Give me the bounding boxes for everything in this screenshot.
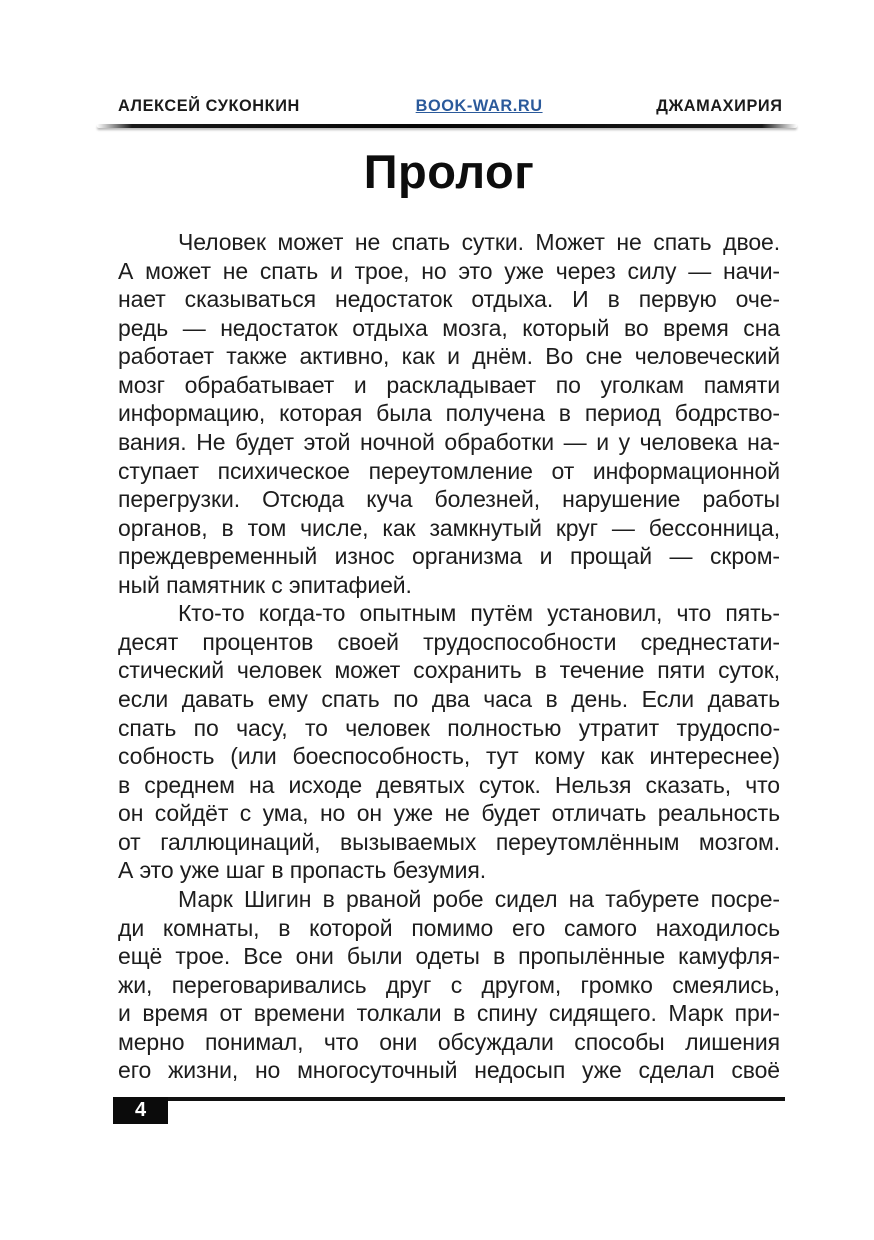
chapter-title: Пролог [363,145,535,198]
body-line: ещё трое. Все они были одеты в пропылённые камуфля- [118,943,780,970]
body-line: мерно понимал, что они обсуждали способы лишения [118,1028,780,1055]
body-line: стический человек может сохранить в течение пяти суток, [118,657,780,684]
body-line: ступает психическое переутомление от информационной [118,457,780,484]
body-line: работает также активно, как и днём. Во сне человеческий [118,343,780,370]
body-line: десят процентов своей трудоспособности среднестати- [118,628,780,655]
page-number-badge: 4 [113,1097,168,1124]
body-line: органов, в том числе, как замкнутый круг — бессонница, [118,514,780,541]
body-line: Марк Шигин в рваной робе сидел на табурете посре- [178,885,780,912]
body-line: собность (или боеспособность, тут кому как интереснее) [118,743,780,770]
running-head-author: АЛЕКСЕЙ СУКОНКИН [118,96,300,115]
body-line: если давать ему спать по два часа в день. Если давать [118,686,780,712]
body-line: ный памятник с эпитафией. [118,571,412,598]
body-line: нает сказываться недостаток отдыха. И в первую оче- [118,286,780,313]
site-link[interactable]: BOOK-WAR.RU [415,96,543,115]
body-line: спать по часу, то человек полностью утратит трудоспо- [118,714,780,741]
body-line: А может не спать и трое, но это уже через силу — начи- [118,257,780,284]
body-line: преждевременный износ организма и прощай — скром- [118,543,780,570]
body-line: Кто-то когда-то опытным путём установил, что пять- [178,600,780,627]
body-line: вания. Не будет этой ночной обработки — и у человека на- [118,428,780,455]
body-line: редь — недостаток отдыха мозга, который во время сна [118,314,780,341]
body-line: Человек может не спать сутки. Может не спать двое. [178,229,780,255]
footer-rule [113,1097,785,1101]
running-head [118,96,783,116]
body-line: жи, переговаривались друг с другом, громко смеялись, [118,971,780,998]
body-line: перегрузки. Отсюда куча болезней, нарушение работы [118,486,780,513]
body-line: его жизни, но многосуточный недосып уже сделал своё [118,1057,780,1084]
body-line: информацию, которая была получена в период бодрство- [118,400,780,427]
header-divider [97,124,797,128]
running-head-book-title: ДЖАМАХИРИЯ [656,96,783,115]
body-line: он сойдёт с ума, но он уже не будет отличать реальность [118,800,780,827]
body-text [118,228,780,1085]
body-line: ди комнаты, в которой помимо его самого находилось [118,914,780,941]
body-line: мозг обрабатывает и раскладывает по уголкам памяти [118,371,780,398]
body-line: в среднем на исходе девятых суток. Нельзя сказать, что [118,771,780,798]
body-line: от галлюцинаций, вызываемых переутомлённым мозгом. [118,828,780,855]
body-line: и время от времени толкали в спину сидящего. Марк при- [118,1000,780,1027]
body-line: А это уже шаг в пропасть безумия. [118,857,487,884]
